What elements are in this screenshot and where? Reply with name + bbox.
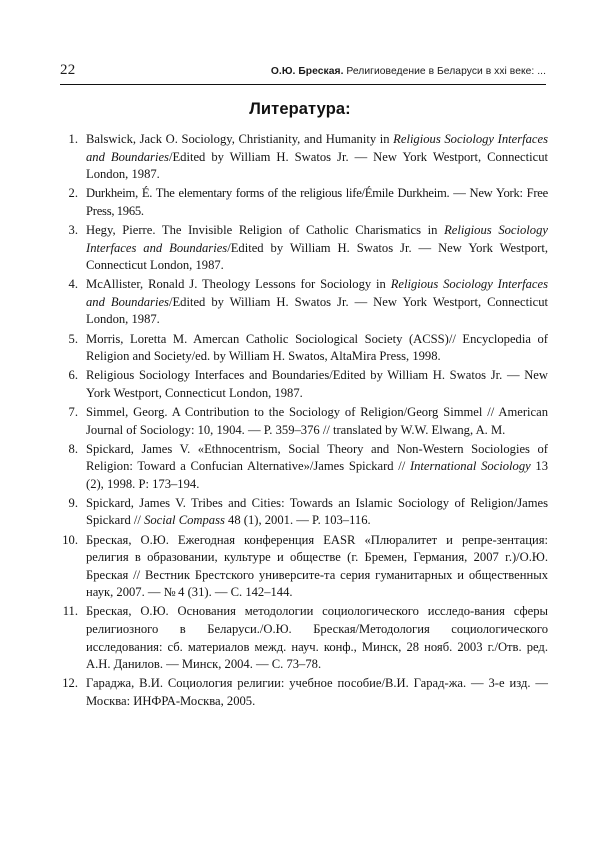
reference-entry <box>52 675 548 710</box>
reference-entry <box>52 367 548 402</box>
reference-number: 6. <box>68 368 78 383</box>
reference-text: Simmel, Georg. A Contribution to the Sociology of Religion/Georg Simmel // American Journal of Sociology: 10, 1904. — P. 359–376 // translated by W.W. Elwang, A. M. <box>86 404 548 437</box>
reference-text: Hegy, Pierre. The Invisible Religion of Catholic Charismatics in Religious Sociology Interfaces and Boundaries/Edited by William H. Swatos Jr. — New York Westport, Connecticut London, 1987. <box>86 222 548 273</box>
running-head-subject: Религиоведение в Беларуси в xxi веке: ... <box>343 66 546 77</box>
reference-text: Гараджа, В.И. Социология религии: учебное пособие/В.И. Гарад-жа. — 3-е изд. — Москва: ИНФРА-Москва, 2005. <box>86 676 548 708</box>
page-number: 22 <box>60 62 76 78</box>
reference-entry <box>52 331 548 366</box>
reference-entry <box>52 276 548 329</box>
page-title: Литература: <box>249 100 351 118</box>
reference-entry <box>52 185 548 220</box>
reference-text: Religious Sociology Interfaces and Boundaries/Edited by William H. Swatos Jr. — New York Westport, Connecticut London, 1987. <box>86 368 548 400</box>
reference-text: Durkheim, É. The elementary forms of the religious life/Émile Durkheim. — New York: Free Press, 1965. <box>86 186 548 218</box>
reference-number: 3. <box>68 222 78 237</box>
reference-text: Morris, Loretta M. Amercan Catholic Sociological Society (ACSS)// Encyclopedia of Religion and Society/ed. by William H. Swatos, AltaMira Press, 1998. <box>86 331 548 364</box>
reference-text: Spickard, James V. «Ethnocentrism, Social Theory and Non-Western Sociologies of Religion: Toward a Confucian Alternative»/James Spickard // International Sociology 13 (2), 1998. P: 173–194. <box>86 441 548 491</box>
reference-entry <box>52 603 548 673</box>
reference-number: 11. <box>62 604 78 619</box>
reference-number: 5. <box>68 331 78 346</box>
reference-list <box>52 131 548 712</box>
reference-text: Бреская, О.Ю. Ежегодная конференция EASR «Плюралитет и репре-зентация: религия в образовании, культуре и обществе (г. Бремен, Германия, 2007 г.)/О.Ю. Бреская // Вестник Брестского университе-та серия гуманитарных и общественных наук, 2007. — № 4 (31). — С. 142–144. <box>86 532 548 600</box>
reference-number: 7. <box>68 404 78 419</box>
reference-number: 12. <box>62 676 78 691</box>
reference-text: Balswick, Jack O. Sociology, Christianity, and Humanity in Religious Sociology Interfaces and Boundaries/Edited by William H. Swatos Jr. — New York Westport, Connecticut London, 1987. <box>86 132 548 182</box>
reference-number: 8. <box>68 441 78 456</box>
reference-text: Бреская, О.Ю. Основания методологии социологического исследо-вания сферы религиозного в Беларуси./О.Ю. Бреская/Методология социологического исследования: сб. материалов межд. науч. конф., Минск, 28 нояб. 2003 г./Отв. ред. А.Н. Данилов. — Минск, 2004. — С. 73–78. <box>86 604 548 672</box>
reference-entry <box>52 222 548 275</box>
reference-entry <box>52 495 548 530</box>
reference-entry <box>52 404 548 439</box>
reference-number: 2. <box>68 186 78 201</box>
reference-text: McAllister, Ronald J. Theology Lessons for Sociology in Religious Sociology Interfaces and Boundaries/Edited by William H. Swatos Jr. — New York Westport, Connecticut London, 1987. <box>86 277 548 327</box>
reference-entry <box>52 131 548 184</box>
reference-number: 9. <box>68 495 78 510</box>
reference-text: Spickard, James V. Tribes and Cities: Towards an Islamic Sociology of Religion/James Spickard // Social Compass 48 (1), 2001. — P. 103–116. <box>86 495 548 528</box>
reference-entry <box>52 532 548 602</box>
reference-entry <box>52 441 548 494</box>
reference-number: 1. <box>68 132 78 146</box>
running-head-author: О.Ю. Бреская. <box>270 66 344 77</box>
reference-number: 10. <box>62 532 78 547</box>
header-rule <box>60 84 546 85</box>
running-head <box>60 62 546 79</box>
running-head-title <box>120 66 546 77</box>
reference-number: 4. <box>68 277 78 292</box>
